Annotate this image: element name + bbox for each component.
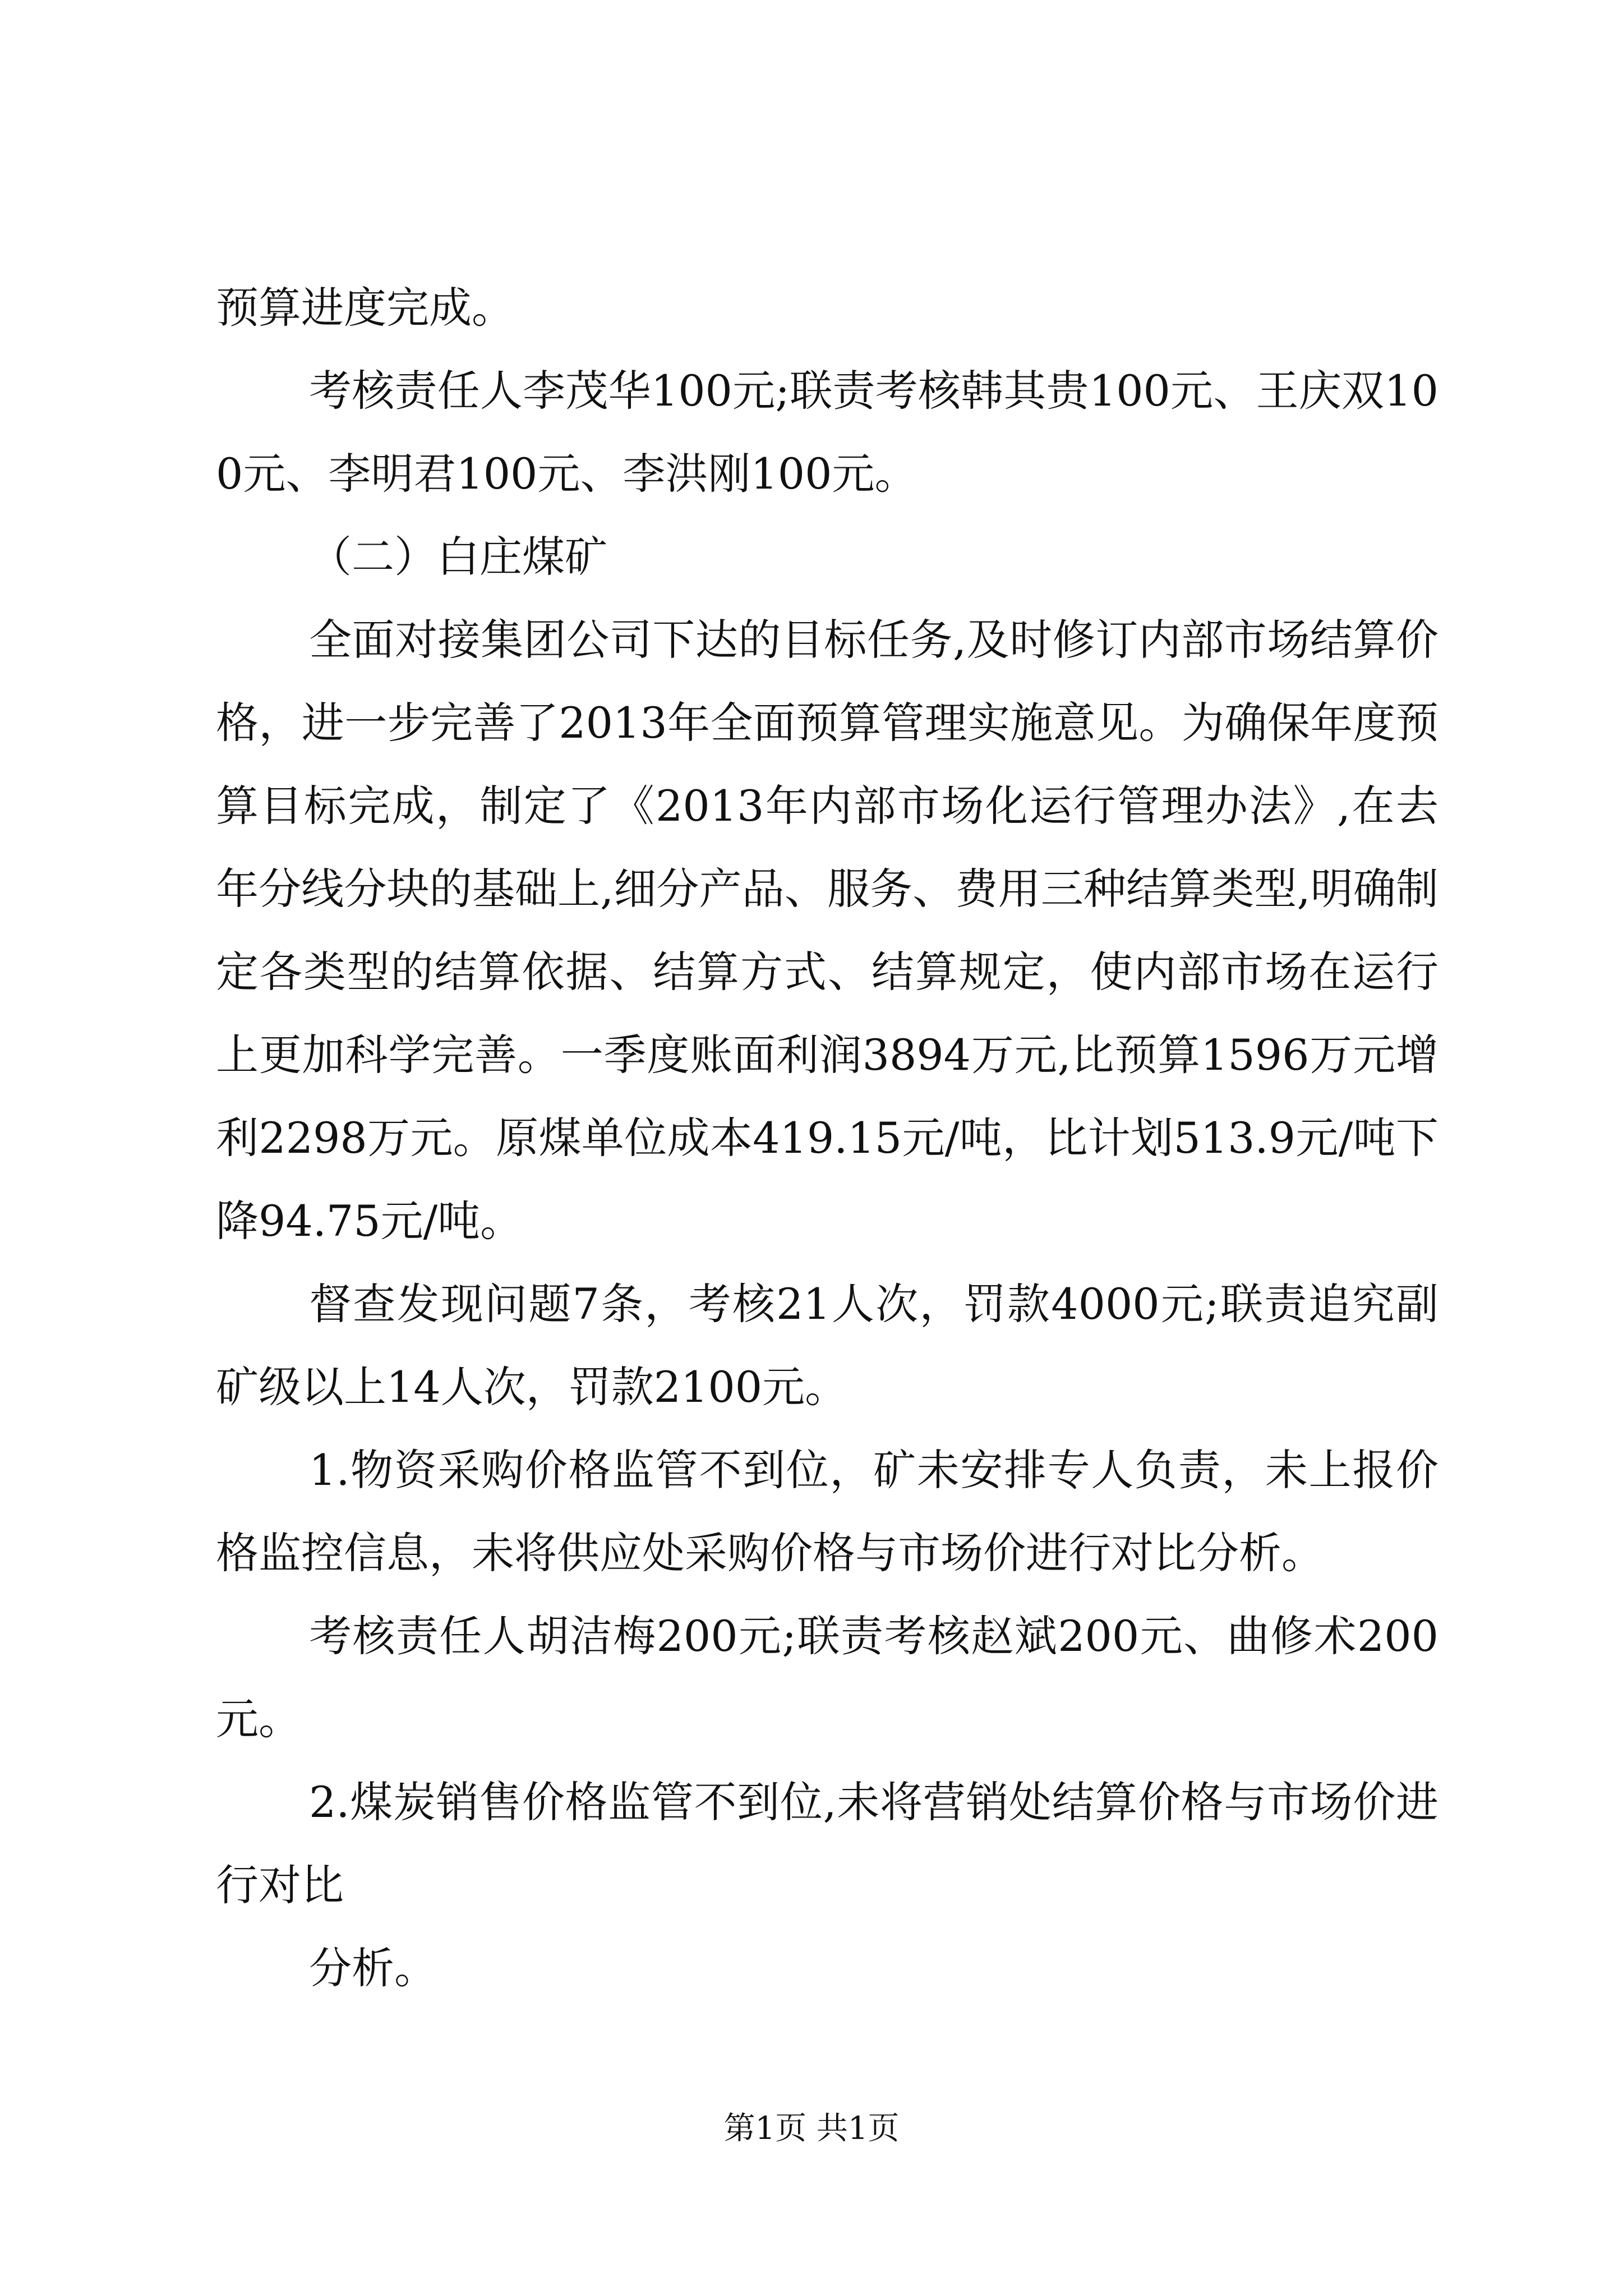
paragraph-budget-progress: 预算进度完成。	[216, 283, 514, 333]
paragraph-assessment-2: 考核责任人胡洁梅200元;联责考核赵斌200元、曲修术200元。	[216, 1611, 1438, 1744]
paragraph-issue-2: 2.煤炭销售价格监管不到位,未将营销处结算价格与市场价进行对比	[216, 1777, 1438, 1910]
document-body	[216, 266, 1438, 2010]
section-heading-baizhuang: （二）白庄煤矿	[309, 532, 607, 582]
paragraph-issue-2-continued: 分析。	[309, 1943, 437, 1993]
paragraph-issue-1: 1.物资采购价格监管不到位，矿未安排专人负责，未上报价格监控信息，未将供应处采购价格与市场价进行对比分析。	[216, 1445, 1438, 1578]
paragraph-baizhuang-summary: 全面对接集团公司下达的目标任务,及时修订内部市场结算价格，进一步完善了2013年全面预算管理实施意见。为确保年度预算目标完成，制定了《2013年内部市场化运行管理办法》,在去年分线分块的基础上,细分产品、服务、费用三种结算类型,明确制定各类型的结算依据、结算方式、结算规定，使内部市场在运行上更加科学完善。一季度账面利润3894万元,比预算1596万元增利2298万元。原煤单位成本419.15元/吨，比计划513.9元/吨下降94.75元/吨。	[216, 615, 1438, 1246]
page-footer: 第1页 共1页	[723, 2110, 900, 2147]
paragraph-assessment-1: 考核责任人李茂华100元;联责考核韩其贵100元、王庆双100元、李明君100元、李洪刚100元。	[216, 366, 1438, 499]
paragraph-inspection-findings: 督查发现问题7条，考核21人次，罚款4000元;联责追究副矿级以上14人次，罚款2100元。	[216, 1279, 1438, 1412]
